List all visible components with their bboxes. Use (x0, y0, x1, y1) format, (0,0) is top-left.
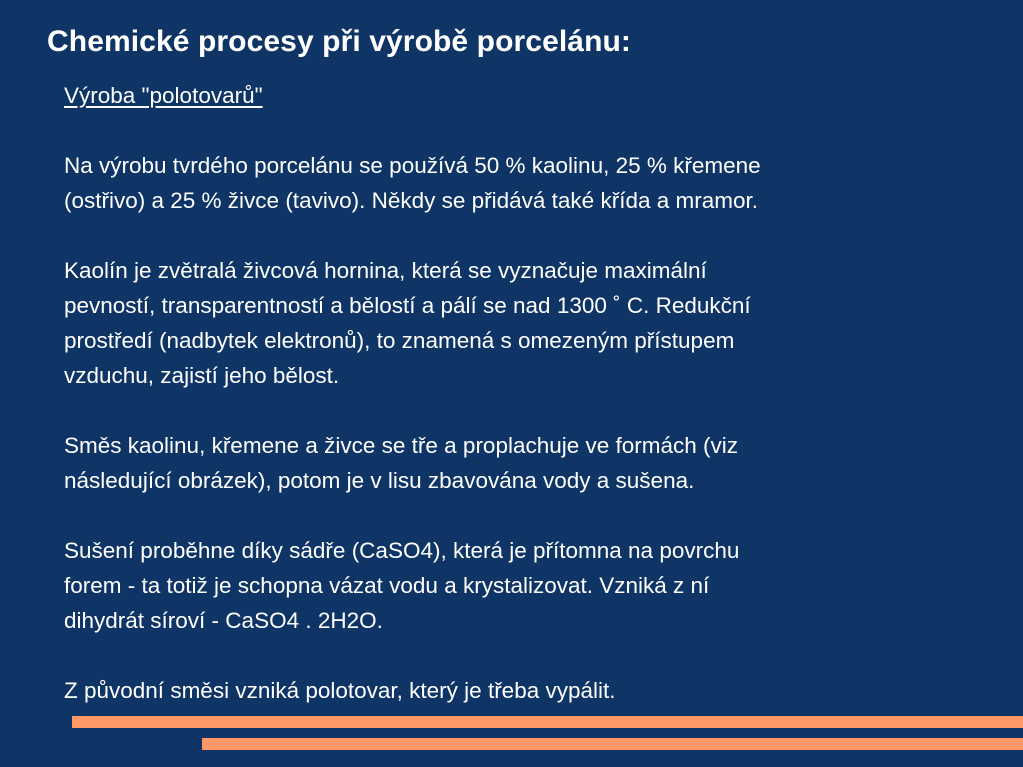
paragraph-line: Směs kaolinu, křemene a živce se tře a proplachuje ve formách (viz (64, 433, 739, 458)
paragraph-line: Na výrobu tvrdého porcelánu se používá 50 % kaolinu, 25 % křemene (64, 153, 761, 178)
slide-content (64, 78, 964, 708)
section-subtitle: Výroba "polotovarů" (64, 83, 263, 108)
paragraph-line: prostředí (nadbytek elektronů), to znamená s omezeným přístupem (64, 328, 735, 353)
accent-bar-top (72, 716, 1023, 728)
paragraph-drying (64, 533, 964, 638)
paragraph-line: Kaolín je zvětralá živcová hornina, která se vyznačuje maximální (64, 258, 707, 283)
paragraph-line: Sušení proběhne díky sádře (CaSO4), která je přítomna na povrchu (64, 538, 740, 563)
paragraph-composition (64, 148, 964, 218)
paragraph-line: vzduchu, zajistí jeho bělost. (64, 363, 340, 388)
paragraph-mixing (64, 428, 964, 498)
slide-title: Chemické procesy při výrobě porcelánu: (47, 25, 632, 58)
paragraph-line: pevností, transparentností a bělostí a pálí se nad 1300 ˚ C. Redukční (64, 293, 751, 318)
paragraph-semiproduct (64, 673, 964, 708)
paragraph-line: forem - ta totiž je schopna vázat vodu a krystalizovat. Vzniká z ní (64, 573, 710, 598)
accent-bar-bottom (202, 738, 1023, 750)
paragraph-line: Z původní směsi vzniká polotovar, který je třeba vypálit. (64, 678, 616, 703)
paragraph-kaolin (64, 253, 964, 393)
paragraph-line: (ostřivo) a 25 % živce (tavivo). Někdy se přidává také křída a mramor. (64, 188, 758, 213)
paragraph-line: dihydrát síroví - CaSO4 . 2H2O. (64, 608, 383, 633)
paragraph-line: následující obrázek), potom je v lisu zbavována vody a sušena. (64, 468, 695, 493)
